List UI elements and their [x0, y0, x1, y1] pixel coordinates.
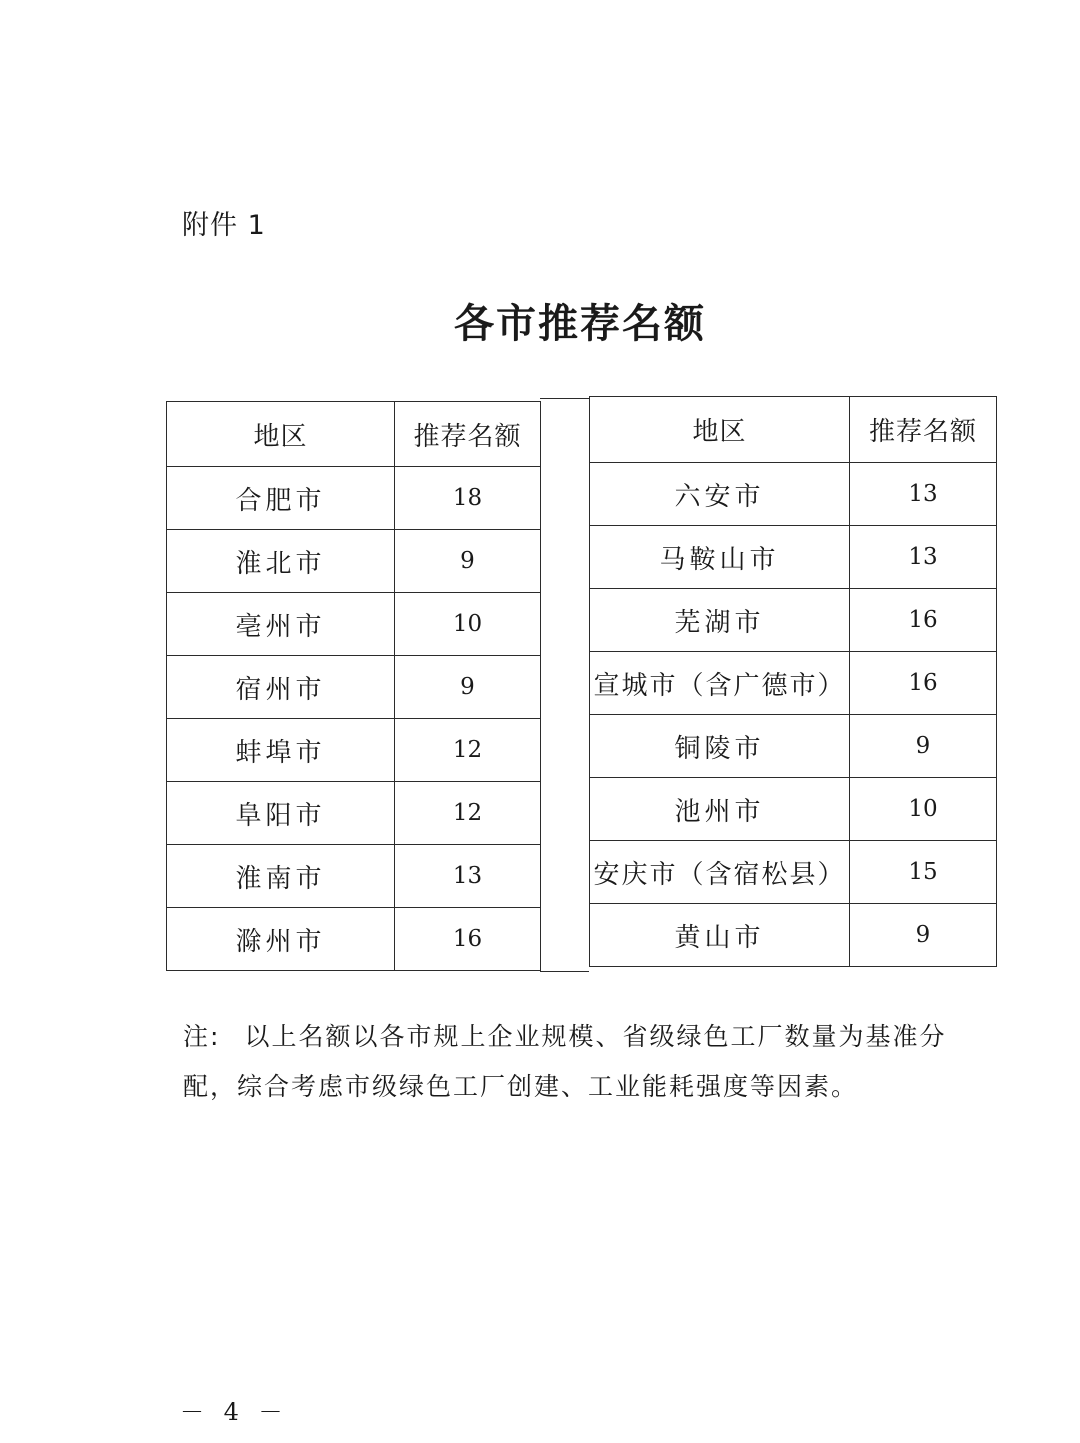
table-row [590, 841, 997, 904]
column-header-region: 地区 [167, 402, 395, 467]
table-row [590, 463, 997, 526]
page-title: 各市推荐名额 [454, 301, 706, 347]
table-row [590, 904, 997, 967]
quota-cell: 9 [395, 530, 541, 593]
attachment-label: 附件 1 [182, 210, 266, 241]
table-row [590, 778, 997, 841]
quota-cell: 9 [850, 715, 997, 778]
table-row [590, 652, 997, 715]
table-row [167, 908, 541, 971]
region-cell: 淮北市 [167, 530, 395, 593]
region-cell: 阜阳市 [167, 782, 395, 845]
quota-cell: 12 [395, 719, 541, 782]
region-cell: 合肥市 [167, 467, 395, 530]
region-cell: 马鞍山市 [590, 526, 850, 589]
region-cell: 芜湖市 [590, 589, 850, 652]
table-row [167, 467, 541, 530]
page-number: － 4 － [180, 1398, 289, 1426]
table-row [590, 526, 997, 589]
quota-cell: 9 [850, 904, 997, 967]
quota-cell: 12 [395, 782, 541, 845]
region-cell: 宿州市 [167, 656, 395, 719]
region-cell: 铜陵市 [590, 715, 850, 778]
table-gutter [540, 398, 589, 972]
quota-cell: 10 [395, 593, 541, 656]
quota-cell: 16 [850, 589, 997, 652]
region-cell: 宣城市（含广德市） [590, 652, 850, 715]
table-row [167, 530, 541, 593]
region-cell: 黄山市 [590, 904, 850, 967]
region-cell: 池州市 [590, 778, 850, 841]
table-row [590, 589, 997, 652]
table-header-row [167, 402, 541, 467]
table-header-row [590, 397, 997, 463]
quota-cell: 9 [395, 656, 541, 719]
quota-cell: 13 [850, 526, 997, 589]
quota-cell: 15 [850, 841, 997, 904]
quota-cell: 13 [850, 463, 997, 526]
column-header-quota: 推荐名额 [850, 397, 997, 463]
region-cell: 亳州市 [167, 593, 395, 656]
region-cell: 六安市 [590, 463, 850, 526]
table-row [167, 656, 541, 719]
column-header-region: 地区 [590, 397, 850, 463]
table-row [167, 782, 541, 845]
quota-cell: 18 [395, 467, 541, 530]
quota-cell: 16 [850, 652, 997, 715]
footnote-text: 以上名额以各市规上企业规模、省级绿色工厂数量为基准分配，综合考虑市级绿色工厂创建、工业能耗强度等因素。 [183, 1022, 947, 1101]
quota-cell: 13 [395, 845, 541, 908]
table-row [167, 593, 541, 656]
region-cell: 安庆市（含宿松县） [590, 841, 850, 904]
quota-table-left [166, 401, 541, 971]
quota-cell: 16 [395, 908, 541, 971]
region-cell: 蚌埠市 [167, 719, 395, 782]
footnote-prefix: 注: [183, 1022, 221, 1051]
region-cell: 淮南市 [167, 845, 395, 908]
footnote [183, 1012, 991, 1112]
table-row [167, 719, 541, 782]
region-cell: 滁州市 [167, 908, 395, 971]
quota-table-right [589, 396, 997, 967]
column-header-quota: 推荐名额 [395, 402, 541, 467]
table-row [167, 845, 541, 908]
table-row [590, 715, 997, 778]
quota-cell: 10 [850, 778, 997, 841]
